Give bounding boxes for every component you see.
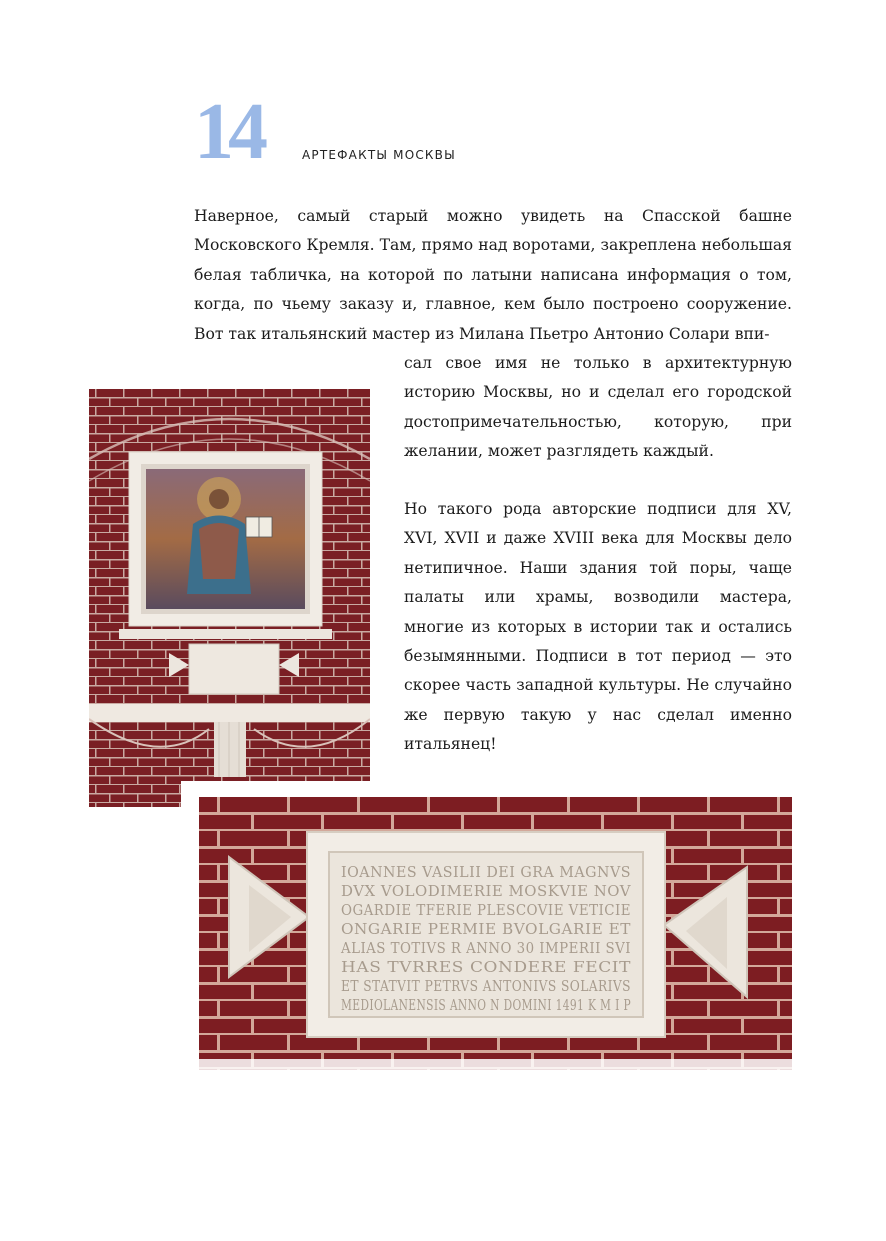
body-paragraph-1-continued: сал свое имя не только в архитектурную историю Москвы, но и сделал его городской достопримечательностью, которую, при желании, может разглядеть каждый.	[404, 354, 792, 461]
inscription-line: IOANNES VASILII DEI GRA MAGNVS	[341, 865, 631, 881]
inscription-line: HAS TVRRES CONDERE FECIT	[341, 960, 631, 976]
plaque-closeup-photo	[199, 797, 792, 1070]
inscription-line: ALIAS TOTIVS R ANNO 30 IMPERII SVI	[340, 941, 631, 957]
body-paragraph-2: Но такого рода авторские подписи для XV, XVI, XVII и даже XVIII века для Москвы дело нетипичное. Наши здания той поры, чаще палаты или храмы, возводили мастера, многие из которых в истории так и остались безымянными. Подписи в тот период — это скорее часть западной культуры. Не случайно же первую такую у нас сделал именно итальянец!	[404, 500, 792, 754]
plaque-closeup-picture	[199, 797, 792, 1070]
inscription-line: ET STATVIT PETRVS ANTONIVS SOLARIVS	[341, 979, 631, 995]
body-paragraph-1: Наверное, самый старый можно увидеть на Спасской башне Московского Кремля. Там, прямо над воротами, закреплена небольшая белая табличка, на которой по латыни написана информация о том, когда, по чьему заказу и, главное, кем было построено сооружение. Вот так итальянский мастер из Милана Пьетро Антонио Солари впи-	[194, 207, 792, 343]
inscription-line: MEDIOLANENSIS ANNO N DOMINI 1491 K M I P	[341, 998, 631, 1014]
running-title: АРТЕФАКТЫ МОСКВЫ	[302, 148, 456, 162]
page-number: 14	[194, 88, 262, 176]
tower-gate-picture	[89, 389, 370, 807]
inscription-line: DVX VOLODIMERIE MOSKVIE NOV	[341, 884, 632, 900]
inscription-line: OGARDIE TFERIE PLESCOVIE VETICIE	[341, 903, 631, 919]
inscription-line: ONGARIE PERMIE BVOLGARIE ET	[341, 922, 631, 938]
tower-gate-photo	[89, 389, 370, 807]
